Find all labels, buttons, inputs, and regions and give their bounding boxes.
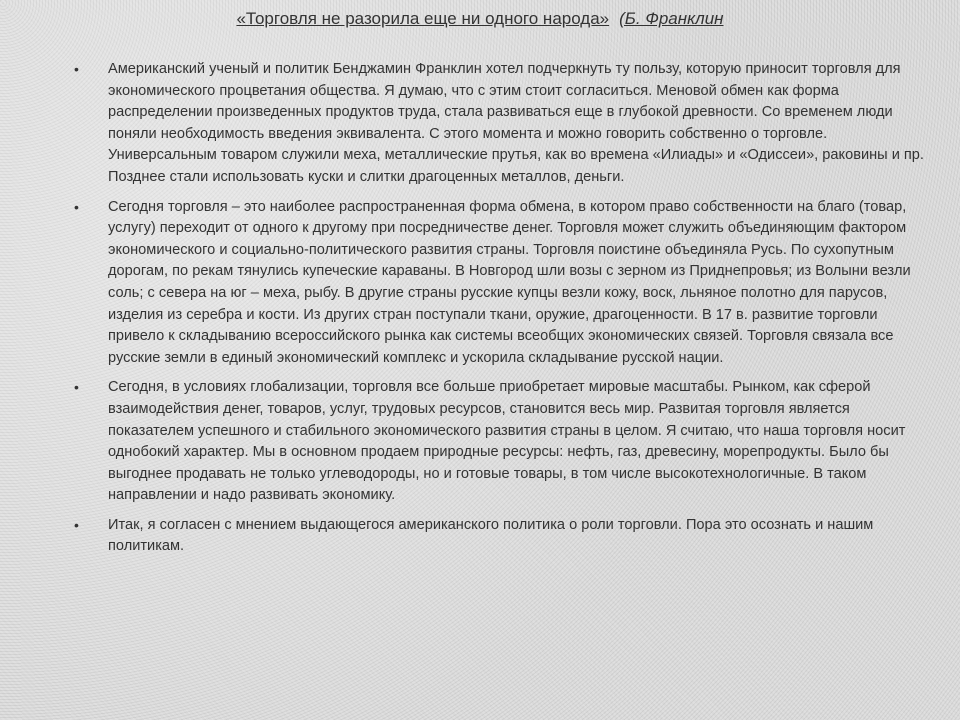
bullet-icon: •: [74, 379, 79, 396]
title-author: (Б. Франклин: [619, 9, 724, 28]
paragraph-text: Сегодня, в условиях глобализации, торговля все больше приобретает мировые масштабы. Рынком, как сферой взаимодействия денег, товаров, услуг, трудовых ресурсов, становится весь мир. Развитая торговля является показателем успешного и стабильного экономического развития страны в целом. Я считаю, что наша торговля носит однобокий характер. Мы в основном продаем природные ресурсы: нефть, газ, древесину, морепродукты. Было бы выгоднее продавать не только углеводороды, но и готовые товары, в том числе высокотехнологичные. В таком направлении и надо развивать экономику.: [108, 379, 906, 504]
bullet-item: [74, 59, 936, 189]
bullet-icon: •: [74, 61, 79, 77]
bullet-item: [74, 197, 936, 370]
bullet-item: [74, 515, 936, 558]
paragraph-text: Итак, я согласен с мнением выдающегося американского политика о роли торговли. Пора это осознать и нашим политикам.: [108, 516, 874, 555]
paragraph-text: Американский ученый и политик Бенджамин Франклин хотел подчеркнуть ту пользу, которую приносит торговля для экономического процветания общества. Я думаю, что с этим стоит согласиться. Меновой обмен как форма распределении произведенных продуктов труда, стала развиваться еще в глубокой древности. Со временем люди поняли необходимость введения эквивалента. С этого момента и можно говорить собственно о торговле. Универсальным товаром служили меха, металлические прутья, как во времена «Илиады» и «Одиссеи», раковины и пр. Позднее стали использовать куски и слитки драгоценных металлов, деньги.: [108, 61, 924, 185]
bullet-icon: •: [74, 198, 79, 215]
title-quote: «Торговля не разорила еще ни одного народа»: [236, 9, 610, 28]
bullet-icon: •: [74, 516, 79, 533]
bullet-item: [74, 377, 936, 507]
paragraph-text: Сегодня торговля – это наиболее распространенная форма обмена, в котором право собственности на благо (товар, услугу) переходит от одного к другому при посредничестве денег. Торговля может служить объединяющим фактором экономического и социально-политического развития страны. Торговля поистине объединяла Русь. По сухопутным дорогам, по рекам тянулись купеческие караваны. В Новгород шли возы с зерном из Приднепровья; из Волыни везли соль; с севера на юг – меха, рыбу. В другие страны русские купцы везли кожу, воск, льняное полотно для парусов, изделия из серебра и кости. Из других стран поступали ткани, оружие, драгоценности. В 17 в. развитие торговли привело к складыванию всероссийского рынка как системы всеобщих экономических связей. Торговля связала все русские земли в единый экономический комплекс и ускорила складывание русской нации.: [108, 198, 911, 366]
slide-title: [0, 8, 960, 30]
bullet-list: [74, 59, 936, 566]
